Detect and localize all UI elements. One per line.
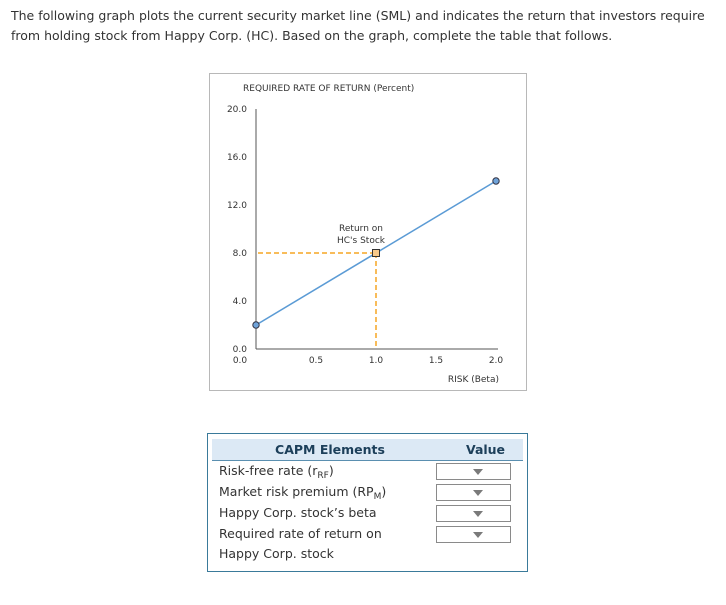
header-value: Value (465, 442, 506, 457)
y-tick-label: 0.0 (232, 345, 247, 355)
y-tick-label: 16.0 (226, 153, 247, 163)
hc-stock-marker (373, 250, 380, 257)
row-label-suffix: ) (381, 484, 387, 499)
row-label-suffix: ) (328, 463, 334, 478)
y-tick-label: 4.0 (232, 297, 247, 307)
hc-annotation: HC's Stock (337, 236, 385, 246)
row-label-sub: RF (317, 471, 329, 481)
dropdown-risk-free-rate[interactable] (436, 463, 511, 480)
row-label-text: Market risk premium (RP (219, 484, 374, 499)
x-tick-label: 2.0 (488, 356, 504, 366)
chevron-down-icon (473, 511, 483, 517)
row-stock-beta (219, 503, 377, 523)
sml-endpoint (493, 178, 499, 184)
row-required-return (219, 524, 382, 544)
x-tick-label: 0.5 (308, 356, 324, 366)
sml-endpoint (253, 322, 259, 328)
table-header (212, 439, 523, 461)
x-tick-label: 1.5 (428, 356, 444, 366)
x-tick-label: 0.0 (232, 356, 248, 366)
x-tick-label: 1.0 (368, 356, 384, 366)
y-tick-label: 8.0 (232, 249, 247, 259)
sml-chart (209, 73, 527, 391)
row-label-sub: M (373, 492, 382, 502)
row-label-text: Happy Corp. stock (219, 546, 334, 561)
capm-table (207, 433, 528, 572)
row-label-text: Happy Corp. stock’s beta (219, 505, 377, 520)
y-axis-label: REQUIRED RATE OF RETURN (Percent) (243, 84, 415, 94)
row-label-text: Risk-free rate (r (219, 463, 318, 478)
chevron-down-icon (473, 532, 483, 538)
dropdown-stock-beta[interactable] (436, 505, 511, 522)
row-required-return-cont (219, 544, 334, 564)
y-tick-label: 12.0 (226, 201, 247, 211)
row-label-text: Required rate of return on (219, 526, 382, 541)
x-axis-label: RISK (Beta) (447, 375, 499, 385)
chart-svg (210, 74, 528, 392)
intro-text: The following graph plots the current security market line (SML) and indicates the return that investors require from holding stock from Happy Corp. (HC). Based on the graph, complete the table that follows. (11, 8, 705, 43)
chevron-down-icon (473, 490, 483, 496)
chevron-down-icon (473, 469, 483, 475)
header-capm-elements: CAPM Elements (275, 442, 385, 457)
y-tick-label: 20.0 (226, 105, 247, 115)
dropdown-required-return[interactable] (436, 526, 511, 543)
hc-annotation: Return on (339, 224, 383, 234)
dropdown-market-risk-premium[interactable] (436, 484, 511, 501)
